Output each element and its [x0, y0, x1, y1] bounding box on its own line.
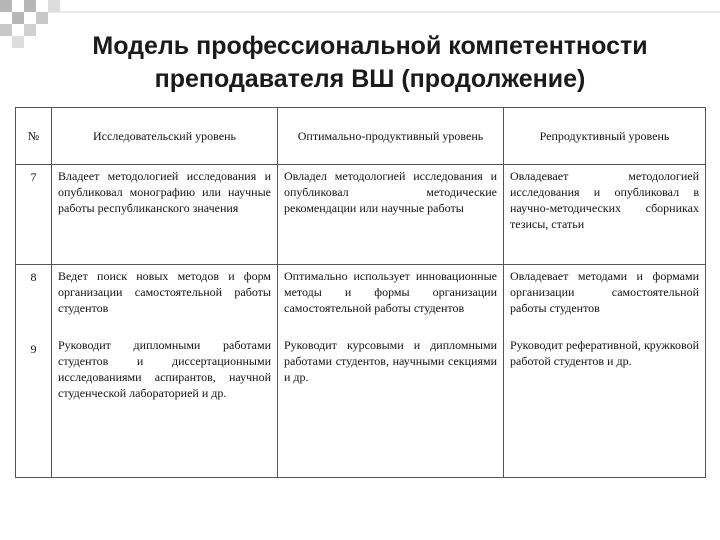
table-row [16, 265, 706, 338]
title-line-2: преподавателя ВШ (продолжение) [154, 65, 586, 93]
cell-research: Руководит дипломными работами студентов и диссертационными исследованиями аспирантов, научной студенческой лабораторией и др. [52, 337, 278, 478]
cell-research: Владеет методологией исследования и опубликовал монографию или научные работы республиканского значения [52, 165, 278, 265]
page-title [40, 30, 700, 96]
header-number: № [16, 108, 52, 165]
cell-optimal: Овладел методологией исследования и опубликовал методические рекомендации или научные работы [278, 165, 504, 265]
header-research-level: Исследовательский уровень [52, 108, 278, 165]
cell-reproductive: Овладевает методологией исследования и опубликовал в научно-методических сборниках тезисы, статьи [504, 165, 706, 265]
cell-reproductive: Руководит реферативной, кружковой работой студентов и др. [504, 337, 706, 478]
row-number: 7 [16, 165, 52, 265]
cell-research: Ведет поиск новых методов и форм организации самостоятельной работы студентов [52, 265, 278, 338]
row-number: 9 [16, 337, 52, 478]
cell-optimal: Оптимально использует инновационные методы и формы организации самостоятельной работы студентов [278, 265, 504, 338]
header-reproductive-level: Репродуктивный уровень [504, 108, 706, 165]
title-line-1: Модель профессиональной компетентности [92, 32, 648, 60]
competence-table [15, 107, 706, 478]
table-row [16, 337, 706, 478]
cell-optimal: Руководит курсовыми и дипломными работами студентов, научными секциями и др. [278, 337, 504, 478]
row-number: 8 [16, 265, 52, 338]
header-optimal-level: Оптимально-продуктивный уровень [278, 108, 504, 165]
table-header-row [16, 108, 706, 165]
cell-reproductive: Овладевает методами и формами организации самостоятельной работы студентов [504, 265, 706, 338]
table-row [16, 165, 706, 265]
